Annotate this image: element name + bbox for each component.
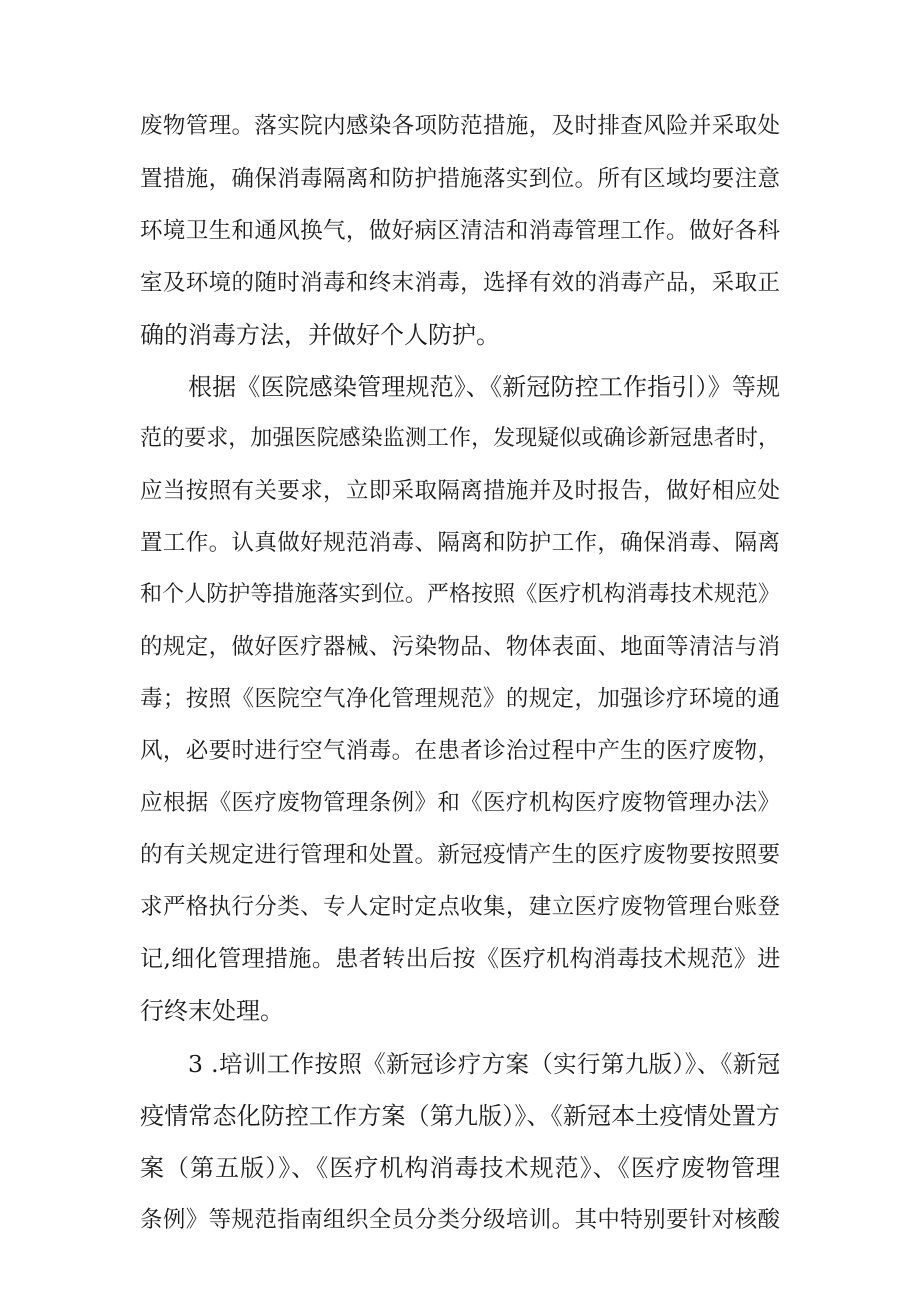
paragraph-line: 室及环境的随时消毒和终末消毒，选择有效的消毒产品，采取正 <box>140 270 781 296</box>
paragraph-line: 确的消毒方法，并做好个人防护。 <box>140 321 500 349</box>
paragraph-line: 记,细化管理措施。患者转出后按《医疗机构消毒技术规范》进 <box>140 946 781 972</box>
paragraph-line: 3 .培训工作按照《新冠诊疗方案（实行第九版）》、《新冠 <box>188 1050 781 1078</box>
paragraph-line: 范的要求，加强医院感染监测工作，发现疑似或确诊新冠患者时， <box>140 426 781 451</box>
paragraph-line: 条例》等规范指南组织全员分类分级培训。其中特别要针对核酸 <box>140 1207 781 1233</box>
paragraph-line: 环境卫生和通风换气，做好病区清洁和消毒管理工作。做好各科 <box>140 218 781 244</box>
paragraph-line: 根据《医院感染管理规范》、《新冠防控工作指引）》等规 <box>188 373 781 401</box>
paragraph-line: 行终末处理。 <box>140 997 284 1025</box>
paragraph-line: 应根据《医疗废物管理条例》和《医疗机构医疗废物管理办法》 <box>140 790 781 816</box>
paragraph-line: 求严格执行分类、专人定时定点收集，建立医疗废物管理台账登 <box>140 894 781 920</box>
paragraph-line: 的有关规定进行管理和处置。新冠疫情产生的医疗废物要按照要 <box>140 842 781 868</box>
paragraph-line: 置工作。认真做好规范消毒、隔离和防护工作，确保消毒、隔离 <box>140 530 781 556</box>
paragraph-line: 风，必要时进行空气消毒。在患者诊治过程中产生的医疗废物， <box>140 738 781 764</box>
paragraph-line: 和个人防护等措施落实到位。严格按照《医疗机构消毒技术规范》 <box>140 582 781 607</box>
paragraph-line: 的规定，做好医疗器械、污染物品、物体表面、地面等清洁与消 <box>140 634 781 660</box>
paragraph-line: 毒；按照《医院空气净化管理规范》的规定，加强诊疗环境的通 <box>140 686 781 712</box>
paragraph-line: 疫情常态化防控工作方案（第九版）》、《新冠本土疫情处置方 <box>140 1102 781 1130</box>
paragraph-line: 废物管理。落实院内感染各项防范措施，及时排查风险并采取处 <box>140 113 781 139</box>
paragraph-line: 应当按照有关要求，立即采取隔离措施并及时报告，做好相应处 <box>140 478 781 504</box>
paragraph-line: 置措施，确保消毒隔离和防护措施落实到位。所有区域均要注意 <box>140 166 781 192</box>
paragraph-line: 案（第五版）》、《医疗机构消毒技术规范》、《医疗废物管理 <box>140 1154 782 1182</box>
